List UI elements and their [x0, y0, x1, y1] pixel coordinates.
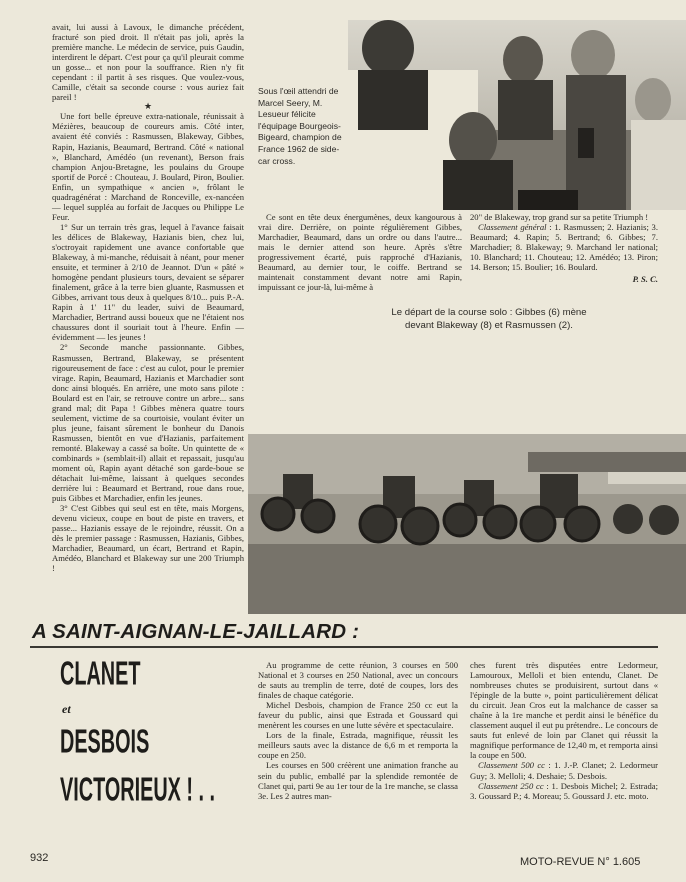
title-line-1: CLANET — [60, 654, 141, 692]
paragraph: ches furent très disputées entre Ledormeur, Lamouroux, Melloli et bien entendu, Clanet. De nombreuses chutes se produisirent, surtout dans « l'épingle de la butte », point particulièrement délicat du circuit. Jean Cros eut la malchance de casser sa chaîne à la 1re manche et perdit ainsi le bénéfice du classement auquel il eut pu prétendre.. Le concours de sauts fut enlevé de loin par Clanet qui réussit la magnifique performance de 12,40 m, et remporta ainsi la coupe en 500. — [470, 660, 658, 761]
class250-text: : 1. Desbois Michel; 2. Estrada; 3. Goussard P.; 4. Moreau; 5. Goussard J. etc. moto. — [470, 780, 658, 801]
paragraph: 20" de Blakeway, trop grand sur sa petite Triumph ! — [470, 212, 649, 222]
article2-column-1 — [258, 660, 458, 801]
paragraph — [470, 781, 658, 801]
left-column-text — [52, 22, 244, 598]
paragraph: avait, lui aussi à Lavoux, le dimanche précédent, fracturé son pied droit. Il n'était pas joli, après la première manche. Le médecin de service, puis Gaudin, interdirent le départ. C'est pour ça qu'il pleurait comme un gosse... et non pour la souffrance. Rien n'y fit cependant : il partit à ses risques. Que voulez-vous, Camille, c'était sa seconde course : vous auriez fait pareil ! — [52, 22, 244, 103]
paragraph: Les courses en 500 créèrent une animation franche au sein du public, emballé par la splendide remontée de Clanet qui, parti 9e au 1er tour de la 1re manche, se classa 3e. Les 2 autres man- — [258, 760, 458, 801]
paragraph: Lors de la finale, Estrada, magnifique, réussit les meilleurs sauts avec la distance de 6,6 m et remporta la coupe en 250. — [258, 730, 458, 761]
award-photo-illustration — [348, 20, 686, 210]
title-line-3: VICTORIEUX ! . . — [60, 770, 216, 808]
author-signature: P. S. C. — [632, 274, 658, 285]
paragraph: 2° Seconde manche passionnante. Gibbes, Rasmussen, Bertrand, Blakeway, se présentent rigoureusement de face : c'est au culot, pour le premier virage. Rapin, Beaumard, Hazianis et Marchadier sont donc ainsi bloqués. En arrière, une moto sans pilote : Boulard est en l'air, se retrouve contre un arbre... sans grand mal; dit Papa ! Gibbes mènera quatre tours seulement, victime de sa courtoisie, voulant éviter un plus jeune, faisant sûrement le bonheur du Danois Rasmussen, bientôt en vue d'Hazianis, parfaitement remonté. Blakeway a cassé sa boîte. Un quintette de « combinards » (semblait-il) allait et repassait, jusqu'au moment où, Rapin ayant détaché son garde-boue se détachait lui-même, laissant à quelques secondes derrière lui : Beaumard et Bertrand, roue dans roue, puis Gibbes et Marchadier, enfin les jeunes. — [52, 342, 244, 504]
photo1-caption: Sous l'œil attendri de Marcel Seery, M. Lesueur félicite l'équipage Bourgeois-Bigeard, champion de France 1962 de side-car cross. — [258, 86, 342, 166]
paragraph: 3° C'est Gibbes qui seul est en tête, mais Morgens, devenu vicieux, coupe en bout de piste en travers, et passe... Hazianis essaye de le rejoindre, réussit. On a dès le premier passage : Rasmussen, Hazianis, Gibbes, Marchadier, Beaumard, un écart, Bertrand et Rapin, Amédéo, Blanchard et Blakeway sur une 200 Triumph ! — [52, 503, 244, 574]
paragraph: Ce sont en tête deux énergumènes, deux kangourous à vrai dire. Derrière, on pointe régulièrement Gibbes, Marchadier, Beaumard, dans un ordre ou dans l'autre... mais le dernier attend son heure. Après s'être progressivement écarté, puis rapproché d'Hazianis, Beaumard, au dernier tour, le coiffe. Bertrand se maintenait constamment devant notre ami Rapin, impuissant ce jour-là, lui-même à — [258, 212, 462, 293]
separator-star: ★ — [143, 101, 153, 112]
right-column-text — [470, 212, 658, 284]
magazine-issue: MOTO-REVUE N° 1.605 — [520, 856, 641, 868]
middle-column-text — [258, 212, 462, 292]
award-ceremony-photo — [348, 20, 686, 210]
headline-rule — [30, 646, 658, 648]
paragraph: Michel Desbois, champion de France 250 cc eut la faveur du public, ainsi que Estrada et Goussard qui menèrent les courses en une lutte sévère et spectaculaire. — [258, 700, 458, 731]
class500-label: Classement 500 cc — [478, 760, 545, 771]
paragraph: 1° Sur un terrain très gras, lequel à l'avance faisait les délices de Blakeway, Hazianis bien, chez lui, s'octroyait rapidement une avance confortable que Blakeway, à mi-manche, réduisait à néant, pour mener ensuite, et terminer à 2/10 de Jeannot. D'un « pâté » homogène pendant plusieurs tours, devaient se séparer finalement, grâce à la terre bien gluante, Rasmussen et Gibbes, arrivant tous deux à quelques 8/10... puis P.-A. Rapin à 1' 11" du leader, suivi de Beaumard, Marchadier, Bertrand aussi boueux que ne l'étaient nos chaussures dont il souriait tout à l'heure. Enfin — évidemment — les jeunes ! — [52, 221, 244, 343]
race-start-photo — [248, 334, 686, 614]
photo2-caption: Le départ de la course solo : Gibbes (6) mène devant Blakeway (8) et Rasmussen (2). — [391, 307, 587, 331]
class250-label: Classement 250 cc — [478, 780, 544, 791]
class500-text: : 1. J.-P. Clanet; 2. Ledormeur Guy; 3. Melloli; 4. Deshaie; 5. Desbois. — [470, 760, 658, 781]
article2-headline: A SAINT-AIGNAN-LE-JAILLARD : — [32, 620, 360, 643]
title-line-2: DESBOIS — [60, 722, 150, 760]
title-et: et — [62, 702, 71, 716]
paragraph — [470, 222, 658, 272]
classement-text: : 1. Rasmussen; 2. Hazianis; 3. Beaumard; 4. Rapin; 5. Bertrand; 6. Gibbes; 7. Marchadier; 8. Blakeway; 9. Marchand ler national; 10. Blanchard; 11. Chouteau; 12. Amédéo; 13. Piron; 14. Berson; 15. Boulier; 16. Boulard. — [470, 222, 658, 273]
paragraph: Au programme de cette réunion, 3 courses en 500 National et 3 courses en 250 National, avec un concours de sauts au tremplin de terre, doté de coupes, lors des finales de chaque catégorie. — [258, 660, 458, 701]
paragraph — [470, 760, 658, 780]
paragraph: Une fort belle épreuve extra-nationale, réunissait à Mézières, beaucoup de coureurs amis. Côté inter, avaient été conviés : Rasmussen, Blakeway, Gibbes, Rapin, Hazianis, Beaumard, Bertrand. Côté « national », Blanchard, Amédéo (un revenant), Berson frais champion Anjou-Bretagne, les poulains du Groupe sportif de Porcé : Chouteau, J. Boulard, Piron, Boulier. Enfin, un sympathique « ancien », frôlant le quadragénérat : Marchand de Ronceville, ex-nancéen — lequel suppléa au forfait de Jacques ou Philippe Le Feur. — [52, 111, 244, 222]
article2-column-2 — [470, 660, 658, 801]
page-number: 932 — [30, 852, 49, 864]
race-photo-illustration — [248, 334, 686, 614]
classement-label: Classement général — [478, 222, 547, 233]
